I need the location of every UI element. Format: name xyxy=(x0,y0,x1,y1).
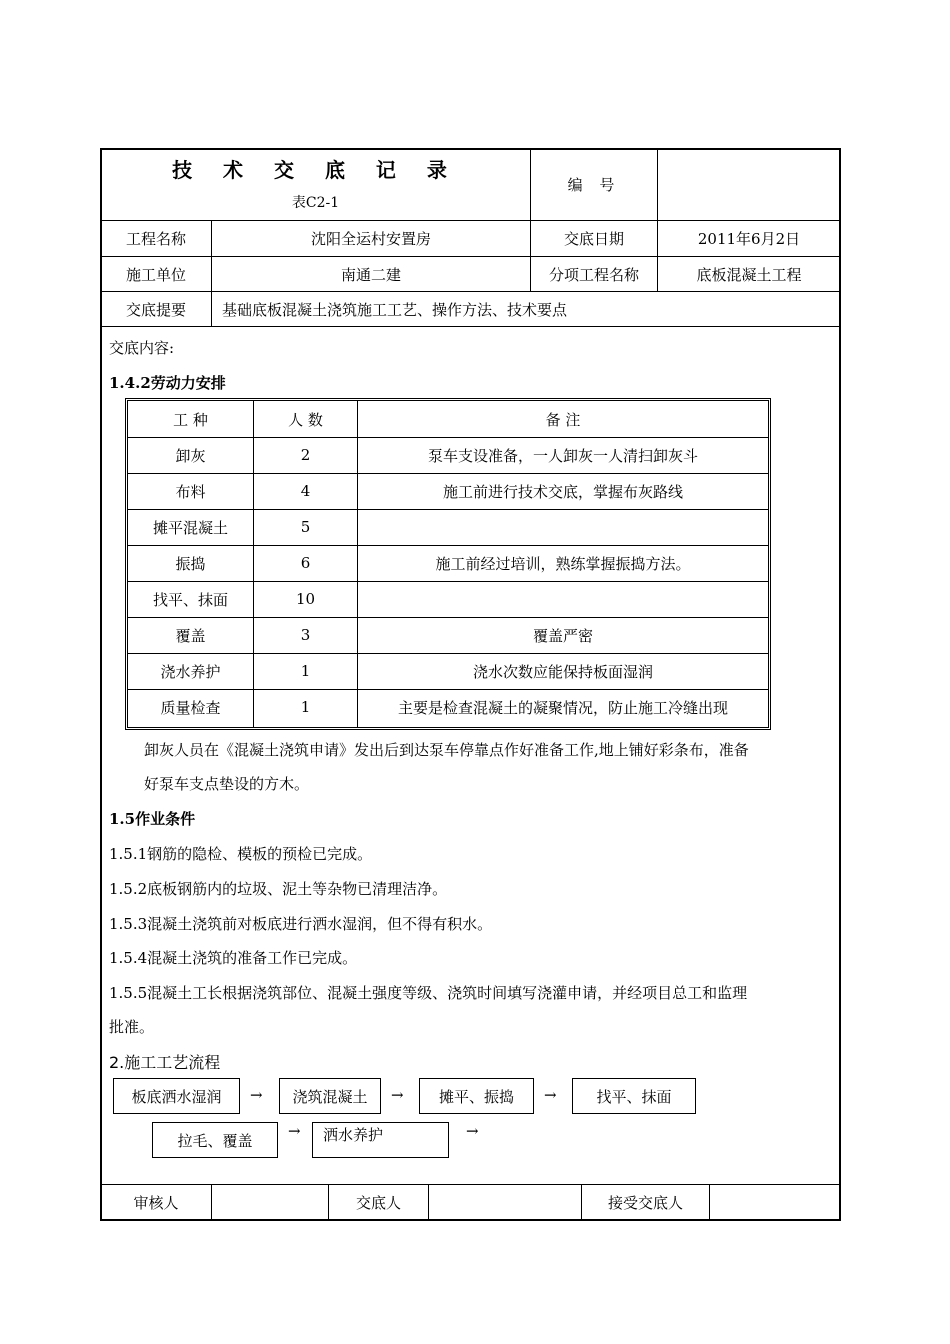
flow-step-level-trowel: 找平、抹面 xyxy=(572,1078,696,1114)
presenter-field[interactable] xyxy=(429,1185,581,1220)
table-cell: 主要是检查混凝土的凝聚情况，防止施工冷缝出现 xyxy=(397,698,728,717)
labor-heading: 1.4.2劳动力安排 xyxy=(109,374,226,392)
flow-step-water-cure: 洒水养护 xyxy=(312,1122,449,1158)
table-cell: 质量检查 xyxy=(160,698,221,717)
form-number: 表C2-1 xyxy=(291,195,340,211)
table-cell: 施工前经过培训，熟练掌握振捣方法。 xyxy=(435,554,691,573)
divider xyxy=(101,326,840,327)
table-cell: 振捣 xyxy=(175,554,206,573)
condition-item-cont: 批准。 xyxy=(109,1018,155,1036)
project-name-label: 工程名称 xyxy=(125,230,186,248)
labor-note-line: 卸灰人员在《混凝土浇筑申请》发出后到达泵车停靠点作好准备工作,地上铺好彩条布，准备 xyxy=(144,741,749,759)
table-cell: 施工前进行技术交底，掌握布灰路线 xyxy=(442,482,683,501)
table-cell: 10 xyxy=(295,590,316,608)
condition-item: 1.5.1钢筋的隐检、模板的预检已完成。 xyxy=(109,845,373,863)
table-cell: 卸灰 xyxy=(175,446,206,465)
code-label: 编 号 xyxy=(567,175,621,194)
flow-step-roughen-cover: 拉毛、覆盖 xyxy=(152,1122,278,1158)
condition-item: 1.5.4混凝土浇筑的准备工作已完成。 xyxy=(109,949,358,967)
table-header-cell: 备 注 xyxy=(545,410,581,429)
table-cell: 浇水次数应能保持板面湿润 xyxy=(472,662,653,681)
table-cell: 找平、抹面 xyxy=(152,590,228,609)
arrow-icon: → xyxy=(466,1122,479,1140)
sub-project-label: 分项工程名称 xyxy=(548,265,639,284)
arrow-icon: → xyxy=(250,1086,263,1104)
table-cell: 浇水养护 xyxy=(160,662,221,681)
contractor: 南通二建 xyxy=(340,265,401,284)
table-cell: 3 xyxy=(300,626,311,644)
reviewer-label: 审核人 xyxy=(133,1194,179,1212)
table-cell: 1 xyxy=(300,698,311,716)
arrow-icon: → xyxy=(544,1086,557,1104)
arrow-icon: → xyxy=(288,1122,301,1140)
contractor-label: 施工单位 xyxy=(125,265,186,284)
table-cell: 覆盖严密 xyxy=(532,626,593,645)
content-label: 交底内容: xyxy=(109,339,175,357)
table-cell: 6 xyxy=(300,554,311,572)
code-value[interactable] xyxy=(658,168,840,200)
project-name: 沈阳全运村安置房 xyxy=(310,230,431,248)
presenter-label: 交底人 xyxy=(355,1194,401,1212)
receiver-field[interactable] xyxy=(710,1185,840,1220)
table-cell: 覆盖 xyxy=(175,626,206,645)
receiver-label: 接受交底人 xyxy=(607,1194,683,1212)
date-value: 2011年6月2日 xyxy=(697,230,801,248)
condition-item: 1.5.5混凝土工长根据浇筑部位、混凝土强度等级、浇筑时间填写浇灌申请，并经项目总工和监理 xyxy=(109,984,748,1002)
date-label: 交底日期 xyxy=(563,230,624,248)
arrow-icon: → xyxy=(391,1086,404,1104)
summary-label: 交底提要 xyxy=(125,300,186,319)
table-cell xyxy=(358,581,768,617)
table-cell: 泵车支设准备，一人卸灰一人清扫卸灰斗 xyxy=(427,446,698,465)
table-header-cell: 工 种 xyxy=(173,410,208,429)
table-cell: 2 xyxy=(300,446,311,464)
flow-step-spread-vibrate: 摊平、振捣 xyxy=(419,1078,534,1114)
table-cell: 5 xyxy=(300,518,311,536)
reviewer-field[interactable] xyxy=(212,1185,328,1220)
table-header-cell: 人 数 xyxy=(288,410,323,429)
summary: 基础底板混凝土浇筑施工工艺、操作方法、技术要点 xyxy=(222,300,568,319)
table-cell xyxy=(358,509,768,545)
table-cell: 1 xyxy=(300,662,311,680)
sub-project: 底板混凝土工程 xyxy=(696,265,802,284)
flow-step-sprinkle: 板底洒水湿润 xyxy=(113,1078,240,1114)
table-cell: 摊平混凝土 xyxy=(152,518,228,537)
labor-note-line: 好泵车支点垫设的方木。 xyxy=(144,775,310,793)
table-cell: 布料 xyxy=(175,482,206,501)
condition-item: 1.5.2底板钢筋内的垃圾、泥土等杂物已清理洁净。 xyxy=(109,880,448,898)
form-title: 技 术 交 底 记 录 xyxy=(172,157,459,182)
work-conditions-heading: 1.5作业条件 xyxy=(109,810,196,828)
flow-step-pour: 浇筑混凝土 xyxy=(279,1078,381,1114)
condition-item: 1.5.3混凝土浇筑前对板底进行洒水湿润，但不得有积水。 xyxy=(109,915,493,933)
process-heading: 2.施工工艺流程 xyxy=(109,1053,221,1072)
table-cell: 4 xyxy=(300,482,311,500)
